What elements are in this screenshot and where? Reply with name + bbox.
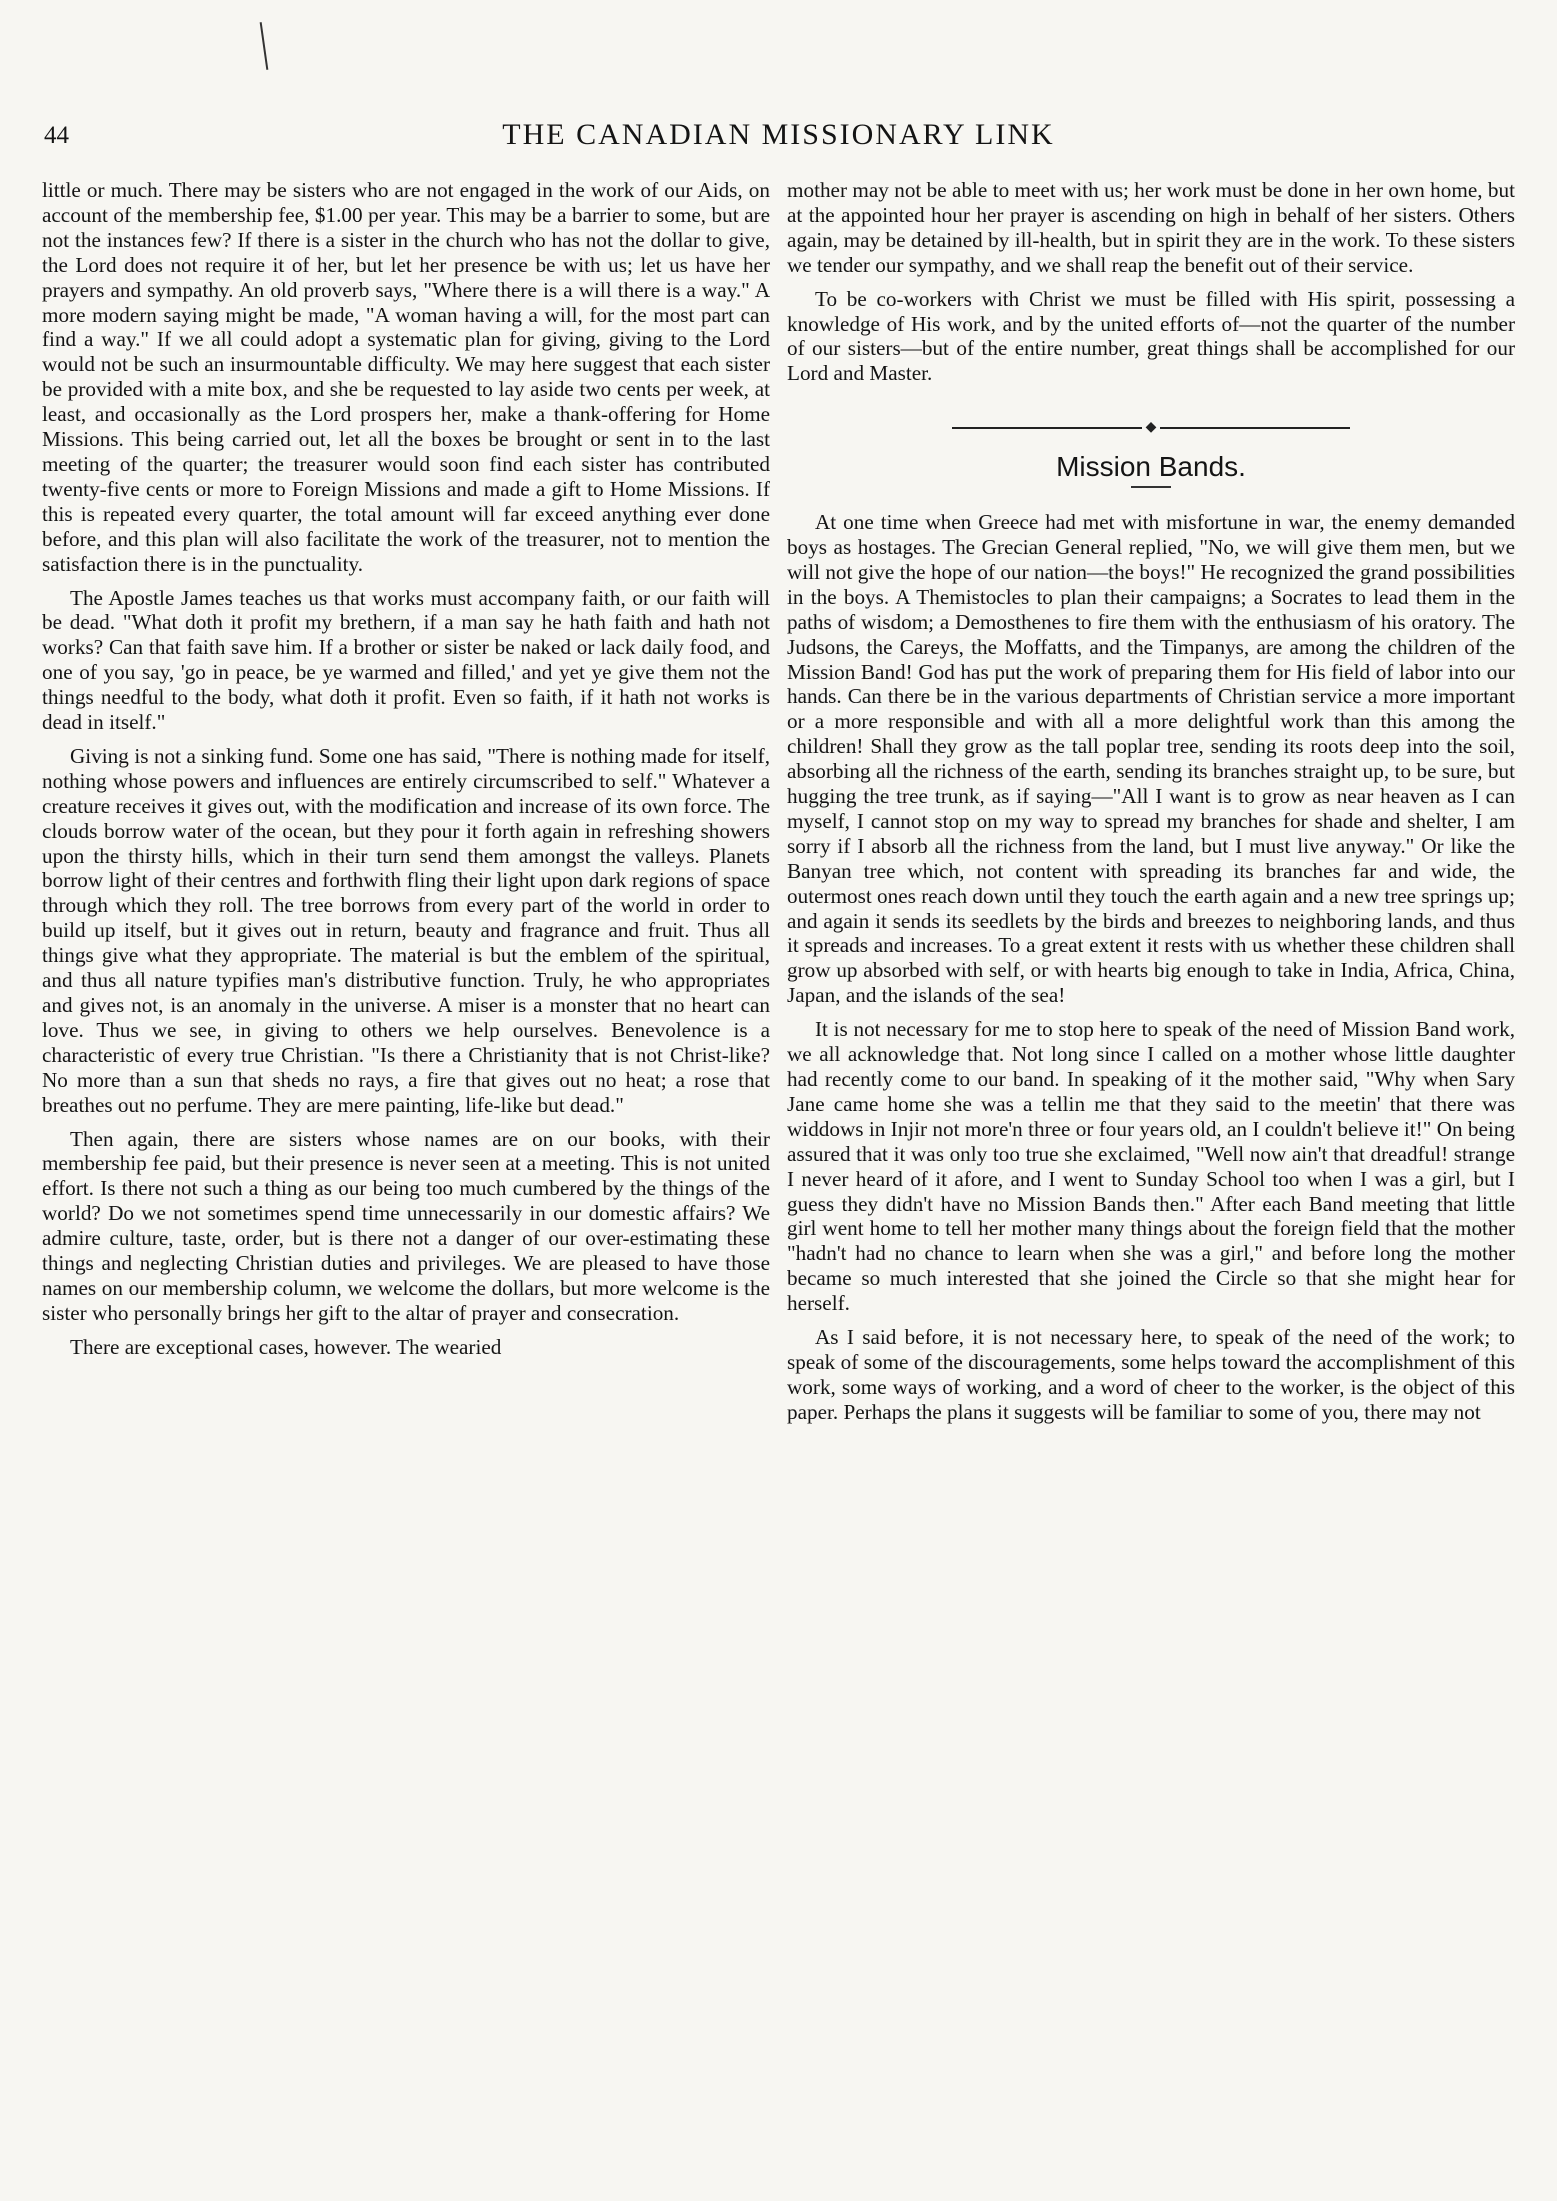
- section-heading: Mission Bands.: [1056, 451, 1246, 483]
- divider-rule: [952, 427, 1142, 429]
- paragraph: To be co-workers with Christ we must be filled with His spirit, possessing a knowledge of His work, and by the united efforts of—not the quarter of the number of our sisters—but of the entire number, great things shall be accomplished for our Lord and Master.: [787, 286, 1515, 386]
- page-header: [40, 118, 1517, 162]
- paragraph: At one time when Greece had met with misfortune in war, the enemy demanded boys as hostages. The Grecian General replied, "No, we will give them men, but we will not give the hope of our nation—the boys!" He recognized the grand possibilities in the boys. A Themistocles to plan their campaigns; a Socrates to lead them in the paths of wisdom; a Demosthenes to fire them with the enthusiasm of his oratory. The Judsons, the Careys, the Moffatts, and the Timpanys, are among the children of the Mission Band! God has put the work of preparing them for His field of labor into our hands. Can there be in the various departments of Christian service a more important or a more responsible and with all a more delightful work than this among the children! Shall they grow as the tall poplar tree, sending its roots deep into the soil, absorbing all the richness of the earth, sending its branches straight up, to be sure, but hugging the tree trunk, as if saying—"All I want is to grow as near heaven as I can myself, I cannot stop on my way to spread my branches for shade and shelter, I am sorry if I absorb all the richness from the land, but I must live anyway." Or like the Banyan tree which, not content with spreading its branches far and wide, the outermost ones reach down until they touch the earth again and a new tree springs up; and again it sends its seedlets by the birds and breezes to neighboring lands, and thus it spreads and increases. To a great extent it rests with us whether these children shall grow up absorbed with self, or with hearts big enough to take in India, Africa, China, Japan, and the islands of the sea!: [787, 510, 1515, 1008]
- divider-ornament-icon: ◆: [1145, 420, 1157, 436]
- paragraph: As I said before, it is not necessary here, to speak of the need of the work; to speak of some of the discouragements, some helps toward the accomplishment of this work, some ways of working, and a word of cheer to the worker, is the object of this paper. Perhaps the plans it suggests will be familiar to some of you, there may not: [787, 1325, 1515, 1424]
- paragraph: mother may not be able to meet with us; her work must be done in her own home, but at the appointed hour her prayer is ascending on high in behalf of her sisters. Others again, may be detained by ill-health, but in spirit they are in the work. To these sisters we tender our sympathy, and we shall reap the benefit out of their service.: [787, 178, 1515, 277]
- paragraph: little or much. There may be sisters who are not engaged in the work of our Aids, on account of the membership fee, $1.00 per year. This may be a barrier to some, but are not the instances few? If there is a sister in the church who has not the dollar to give, the Lord does not require it of her, but let her presence be with us; let us have her prayers and sympathy. An old proverb says, "Where there is a will there is a way." A more modern saying might be made, "A woman having a will, for the most part can find a way." If we all could adopt a systematic plan for giving, giving to the Lord would not be such an insurmountable difficulty. We may here suggest that each sister be provided with a mite box, and she be requested to lay aside two cents per week, at least, and occasionally as the Lord prospers her, make a thank-offering for Home Missions. This being carried out, let all the boxes be brought or sent in to the last meeting of the quarter; the treasurer would soon find each sister has contributed twenty-five cents or more to Foreign Missions and made a gift to Home Missions. If this is repeated every quarter, the total amount will far exceed anything ever done before, and this plan will also facilitate the work of the treasurer, not to mention the satisfaction there is in the punctuality.: [42, 178, 770, 576]
- paragraph: The Apostle James teaches us that works must accompany faith, or our faith will be dead. "What doth it profit my brethern, if a man say he hath faith and hath not works? Can that faith save him. If a brother or sister be naked or lack daily food, and one of you say, 'go in peace, be ye warmed and filled,' and yet ye give them not the things needful to the body, what doth it profit. Even so faith, if it hath not works is dead in itself.": [42, 585, 770, 735]
- heading-underline: [1131, 486, 1171, 488]
- divider-rule: [1160, 427, 1350, 429]
- paragraph: It is not necessary for me to stop here to speak of the need of Mission Band work, we all acknowledge that. Not long since I called on a mother whose little daughter had recently come to our band. In speaking of it the mother said, "Why when Sary Jane came home she was a tellin me that they said to the meetin' that there was widdows in Injir not more'n three or four years old, an I couldn't believe it!" On being assured that it was only too true she exclaimed, "Well now ain't that dreadful! strange I never heard of it afore, and I went to Sunday School too when I was a girl, but I guess they didn't have no Mission Bands then." After each Band meeting that little girl went home to tell her mother many things about the foreign field that the mother "hadn't had no chance to learn when she was a girl," and before long the mother became so much interested that she joined the Circle so that she might hear for herself.: [787, 1017, 1515, 1316]
- right-column: [787, 178, 1515, 2168]
- paragraph: Then again, there are sisters whose names are on our books, with their membership fee paid, but their presence is never seen at a meeting. This is not united effort. Is there not such a thing as our being too much cumbered by the things of the world? Do we not sometimes spend time unnecessarily in our domestic affairs? We admire culture, taste, order, but is there not a danger of our over-estimating these things and neglecting Christian duties and privileges. We are pleased to have those names on our membership column, we welcome the dollars, but more welcome is the sister who personally brings her gift to the altar of prayer and consecration.: [42, 1126, 770, 1325]
- section-divider: [787, 416, 1515, 441]
- page-number: 44: [44, 122, 69, 149]
- running-title: THE CANADIAN MISSIONARY LINK: [502, 118, 1055, 151]
- paragraph: Giving is not a sinking fund. Some one has said, "There is nothing made for itself, nothing whose powers and influences are entirely circumscribed to self." Whatever a creature receives it gives out, with the modification and increase of its own force. The clouds borrow water of the ocean, but they pour it forth again in refreshing showers upon the thirsty hills, which in their turn send them amongst the valleys. Planets borrow light of their centres and forthwith fling their light upon dark regions of space through which they roll. The tree borrows from every part of the world in order to build up itself, but it gives out in return, beauty and fragrance and fruit. Thus all things give what they appropriate. The material is but the emblem of the spiritual, and thus all nature typifies man's distributive function. Truly, he who appropriates and gives not, is an anomaly in the universe. A miser is a monster that no heart can love. Thus we see, in giving to others we help ourselves. Benevolence is a characteristic of every true Christian. "Is there a Christianity that is not Christ-like? No more than a sun that sheds no rays, a fire that gives out no heat; a rose that breathes out no perfume. They are mere painting, life-like but dead.": [42, 743, 770, 1117]
- paragraph: There are exceptional cases, however. The wearied: [70, 1334, 502, 1359]
- stray-pen-mark: [260, 22, 269, 70]
- left-column: [42, 178, 770, 2168]
